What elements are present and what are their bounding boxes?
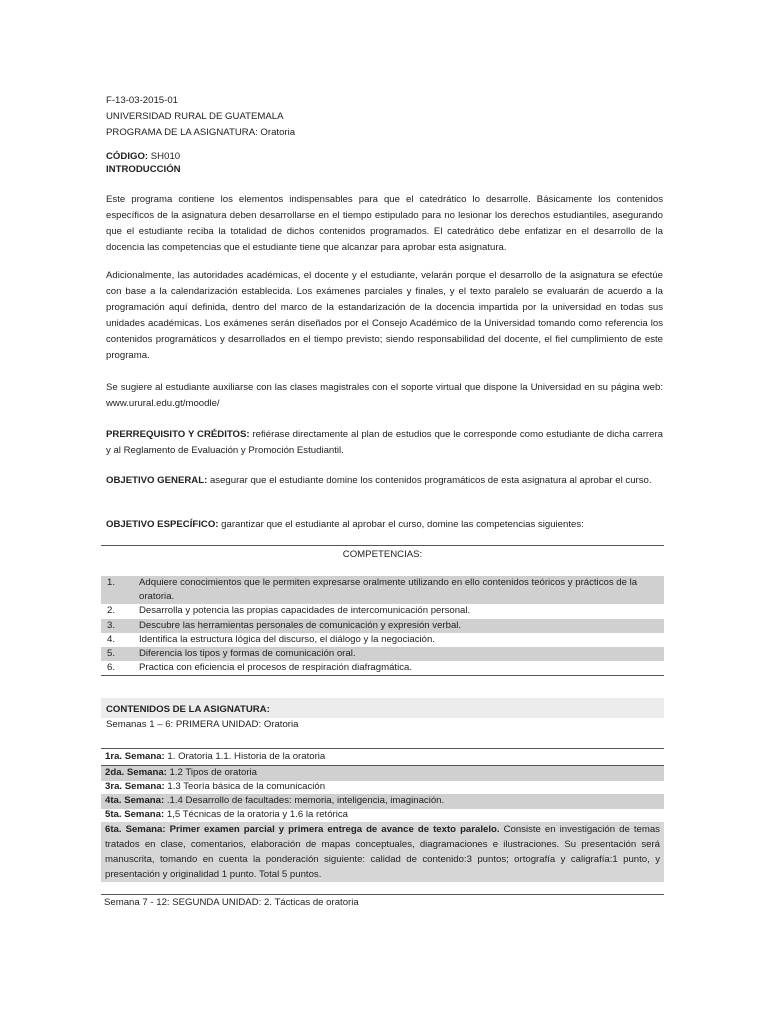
competency-number: 5. <box>107 648 116 660</box>
specific-objective-label: OBJETIVO ESPECÍFICO: <box>106 519 219 530</box>
competency-number: 3. <box>107 619 116 631</box>
competency-text: Practica con eficiencia el procesos de respiración diafragmática. <box>139 662 413 674</box>
paragraph-2: Adicionalmente, las autoridades académicas, el docente y el estudiante, velarán porque el desarrollo de la asignatura se efectúe con base a la calendarización establecida. Los exámenes parciales y finales, y el texto paralelo se evaluarán de acuerdo a la programación aquí definida, dentro del marco de la estandarización de la docencia impartida por la universidad en todas sus unidades académicas. Los exámenes serán diseñados por el Consejo Académico de la Universidad tomando como referencia los contenidos programáticos y desarrollados en el tiempo previsto; siendo responsabilidad del docente, el fiel cumplimiento de este programa. <box>106 270 663 361</box>
week-row <box>101 794 664 809</box>
prerequisite-text: refiérase directamente al plan de estudios que le corresponde como estudiante de dicha carrera y al Reglamento de Evaluación y Promoción Estudiantil. <box>106 429 663 456</box>
paragraph-3: Se sugiere al estudiante auxiliarse con las clases magistrales con el soporte virtual que dispone la Universidad en su página web: www.urural.edu.gt/moodle/ <box>106 382 663 409</box>
week-text: .1.4 Desarrollo de facultades: memoria, inteligencia, imaginación. <box>164 795 445 806</box>
week-text: 1,5 Técnicas de la oratoria y 1.6 la retórica <box>164 809 349 820</box>
competency-text: Desarrolla y potencia las propias capacidades de intercomunicación personal. <box>139 605 471 617</box>
week-label: 5ta. Semana: <box>105 809 165 820</box>
code-value: SH010 <box>150 151 181 162</box>
program-title: PROGRAMA DE LA ASIGNATURA: Oratoria <box>106 127 296 138</box>
week-6-text: Consiste en investigación de temas tratados en clase, comentarios, elaboración de mapas conceptuales, diagramaciones e ilustraciones. Su presentación será manuscrita, tomando en cuenta la ponderación siguiente: calidad de contenido:3 puntos; ortografía y caligrafía:1 punto, y presentación y originalidad 1 punto. Total 5 puntos. <box>105 824 660 880</box>
week-6-row <box>101 822 664 882</box>
competency-text: Descubre las herramientas personales de comunicación y expresión verbal. <box>139 619 462 631</box>
intro-heading <box>106 162 663 178</box>
competency-number: 4. <box>107 633 116 645</box>
week-label: 4ta. Semana: <box>105 795 165 806</box>
week-text: 1.3 Teoría básica de la comunicación <box>164 781 326 792</box>
competency-number: 6. <box>107 662 116 674</box>
week-label: 3ra. Semana: <box>105 781 165 792</box>
form-code: F-13-03-2015-01 <box>106 95 178 106</box>
table-row <box>101 661 664 675</box>
general-objective-text: asegurar que el estudiante domine los contenidos programáticos de esta asignatura al aprobar el curso. <box>207 475 652 486</box>
week-row <box>101 780 664 795</box>
competencies-heading: COMPETENCIAS: <box>101 545 664 577</box>
competency-number: 1. <box>107 577 116 588</box>
general-objective-section <box>106 473 663 489</box>
week-row <box>101 750 664 765</box>
general-objective-label: OBJETIVO GENERAL: <box>106 475 208 486</box>
week-row <box>101 766 664 781</box>
contents-title <box>106 702 663 718</box>
table-row <box>101 576 664 604</box>
week-text: 1.2 Tipos de oratoria <box>166 767 257 778</box>
prerequisite-label: PRERREQUISITO Y CRÉDITOS: <box>106 429 250 440</box>
contents-title-text: CONTENIDOS DE LA ASIGNATURA: <box>106 704 270 715</box>
table-row <box>101 604 664 618</box>
unit-2-heading: Semana 7 - 12: SEGUNDA UNIDAD: 2. Tácticas de oratoria <box>104 897 359 908</box>
week-6-label: 6ta. Semana: Primer examen parcial y primera entrega de avance de texto paralelo. <box>105 824 500 835</box>
competency-text: Identifica la estructura lógica del discurso, el diálogo y la negociación. <box>139 633 435 645</box>
competency-text: Adquiere conocimientos que le permiten expresarse oralmente utilizando en ello contenidos teóricos y prácticos de la oratoria. <box>139 577 638 603</box>
paragraph-1: Este programa contiene los elementos indispensables para que el catedrático lo desarrolle. Básicamente los contenidos específicos de la asignatura deben desarrollarse en el tiempo estipulado para no lesionar los derechos estudiantiles, asegurando que el estudiante reciba la totalidad de dichos contenidos programados. El catedrático debe enfatizar en el desarrollo de la docencia las competencias que el estudiante tiene que alcanzar para aprobar esta asignatura. <box>106 194 663 253</box>
university-name: UNIVERSIDAD RURAL DE GUATEMALA <box>106 111 284 122</box>
week-text: 1. Oratoria 1.1. Historia de la oratoria <box>164 751 326 762</box>
specific-objective-section <box>106 517 663 533</box>
competency-number: 2. <box>107 605 116 617</box>
table-row <box>101 647 664 661</box>
unit-1-heading: Semanas 1 – 6: PRIMERA UNIDAD: Oratoria <box>106 719 299 730</box>
table-row <box>101 633 664 647</box>
code-label: CÓDIGO: <box>106 151 149 162</box>
specific-objective-text: garantizar que el estudiante al aprobar el curso, domine las competencias siguientes: <box>218 519 584 530</box>
table-row <box>101 619 664 633</box>
divider <box>101 748 664 749</box>
competencies-table <box>101 576 664 676</box>
week-label: 2da. Semana: <box>105 767 167 778</box>
week-row <box>101 808 664 823</box>
competency-text: Diferencia los tipos y formas de comunicación oral. <box>139 648 356 660</box>
prerequisite-section <box>106 427 663 459</box>
week-label: 1ra. Semana: <box>105 751 165 762</box>
document-header <box>106 93 663 141</box>
intro-title: INTRODUCCIÓN <box>106 164 181 175</box>
